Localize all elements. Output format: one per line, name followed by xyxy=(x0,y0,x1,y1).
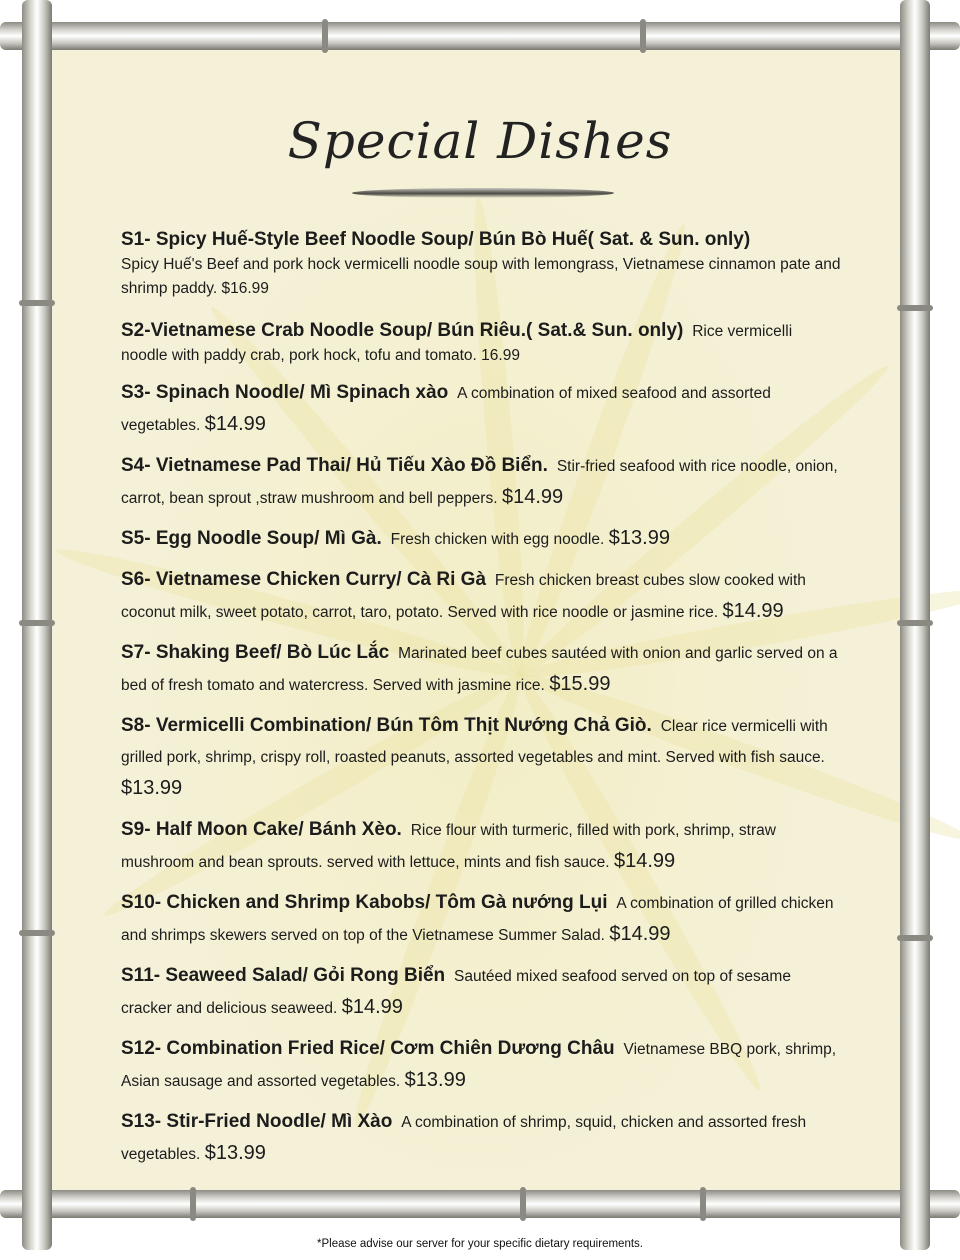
menu-title: Special Dishes xyxy=(287,112,673,170)
dish-item xyxy=(121,814,841,878)
dish-name: S6- Vietnamese Chicken Curry/ Cà Ri Gà xyxy=(121,569,487,590)
dish-price: $15.99 xyxy=(549,673,611,695)
dish-item xyxy=(121,887,841,951)
dish-item xyxy=(121,637,841,701)
dish-price: $14.99 xyxy=(501,486,564,508)
dish-price: $14.99 xyxy=(341,996,403,1018)
dish-item xyxy=(121,564,841,628)
dish-item xyxy=(121,960,841,1024)
title-divider xyxy=(352,188,614,198)
dish-name: S1- Spicy Huế-Style Beef Noodle Soup/ Bún Bò Huế( Sat. & Sun. only) xyxy=(121,229,751,250)
dish-price: $13.99 xyxy=(204,1142,266,1164)
dish-name: S13- Stir-Fried Noodle/ Mì Xào xyxy=(121,1111,393,1132)
dish-price: $13.99 xyxy=(608,527,670,549)
dish-description: Rice flour with turmeric, filled with pork, shrimp, straw mushroom and bean sprouts. served with lettuce, mints and fish sauce. xyxy=(121,822,776,871)
dish-name: S3- Spinach Noodle/ Mì Spinach xào xyxy=(121,382,449,403)
dish-item xyxy=(121,228,841,301)
dish-description: Sautéed mixed seafood served on top of sesame cracker and delicious seaweed. xyxy=(121,968,791,1017)
dish-price: $13.99 xyxy=(121,777,183,799)
dish-name: S11- Seaweed Salad/ Gỏi Rong Biển xyxy=(121,965,446,986)
dish-price: $14.99 xyxy=(204,413,266,435)
bamboo-frame-bottom xyxy=(0,1190,960,1218)
dish-name: S5- Egg Noodle Soup/ Mì Gà. xyxy=(121,528,382,549)
dish-name: S10- Chicken and Shrimp Kabobs/ Tôm Gà nướng Lụi xyxy=(121,892,608,913)
dietary-footnote: *Please advise our server for your specific dietary requirements. xyxy=(317,1238,643,1250)
dish-item xyxy=(121,710,841,805)
dish-name: S9- Half Moon Cake/ Bánh Xèo. xyxy=(121,819,402,840)
dish-item xyxy=(121,377,841,441)
dish-name: S2-Vietnamese Crab Noodle Soup/ Bún Riêu.( Sat.& Sun. only) xyxy=(121,320,684,341)
dish-price: $14.99 xyxy=(609,923,671,945)
dish-description: Stir-fried seafood with rice noodle, onion, carrot, bean sprout ,straw mushroom and bell peppers. xyxy=(121,458,838,507)
dish-price: $14.99 xyxy=(613,850,676,872)
dish-price: $13.99 xyxy=(404,1069,466,1091)
dish-list xyxy=(121,228,841,1179)
dish-description: Fresh chicken with egg noodle. xyxy=(390,531,605,548)
dish-item xyxy=(121,523,841,555)
dish-name: S8- Vermicelli Combination/ Bún Tôm Thịt Nướng Chả Giò. xyxy=(121,715,652,736)
dish-description: Clear rice vermicelli with grilled pork, shrimp, crispy roll, roasted peanuts, assorted vegetables and mint. Served with fish sauce. xyxy=(121,718,828,766)
dish-name: S12- Combination Fried Rice/ Cơm Chiên Dương Châu xyxy=(121,1038,615,1059)
dish-name: S7- Shaking Beef/ Bò Lúc Lắc xyxy=(121,642,390,663)
dish-description: Vietnamese BBQ pork, shrimp, Asian sausage and assorted vegetables. xyxy=(121,1041,837,1090)
dish-description: Marinated beef cubes sautéed with onion and garlic served on a bed of fresh tomato and watercress. Served with jasmine rice. xyxy=(121,645,838,694)
dish-item xyxy=(121,1106,841,1170)
dish-name: S4- Vietnamese Pad Thai/ Hủ Tiếu Xào Đồ Biển. xyxy=(121,455,548,476)
dish-description: Fresh chicken breast cubes slow cooked with coconut milk, sweet potato, carrot, taro, potato. Served with rice noodle or jasmine rice. xyxy=(121,572,806,621)
dish-price: $14.99 xyxy=(722,600,784,622)
dish-description: A combination of mixed seafood and assorted vegetables. xyxy=(121,385,771,434)
dish-item xyxy=(121,1033,841,1097)
bamboo-frame-top xyxy=(0,22,960,50)
dish-item xyxy=(121,319,841,368)
dish-description: A combination of grilled chicken and shrimps skewers served on top of the Vietnamese Summer Salad. xyxy=(121,895,834,944)
dish-description: Spicy Huế's Beef and pork hock vermicelli noodle soup with lemongrass, Vietnamese cinnamon pate and shrimp paddy. $16.99 xyxy=(121,256,841,297)
dish-description: A combination of shrimp, squid, chicken and assorted fresh vegetables. xyxy=(121,1114,807,1163)
dish-description: Rice vermicelli noodle with paddy crab, pork hock, tofu and tomato. 16.99 xyxy=(121,323,793,364)
dish-item xyxy=(121,450,841,514)
